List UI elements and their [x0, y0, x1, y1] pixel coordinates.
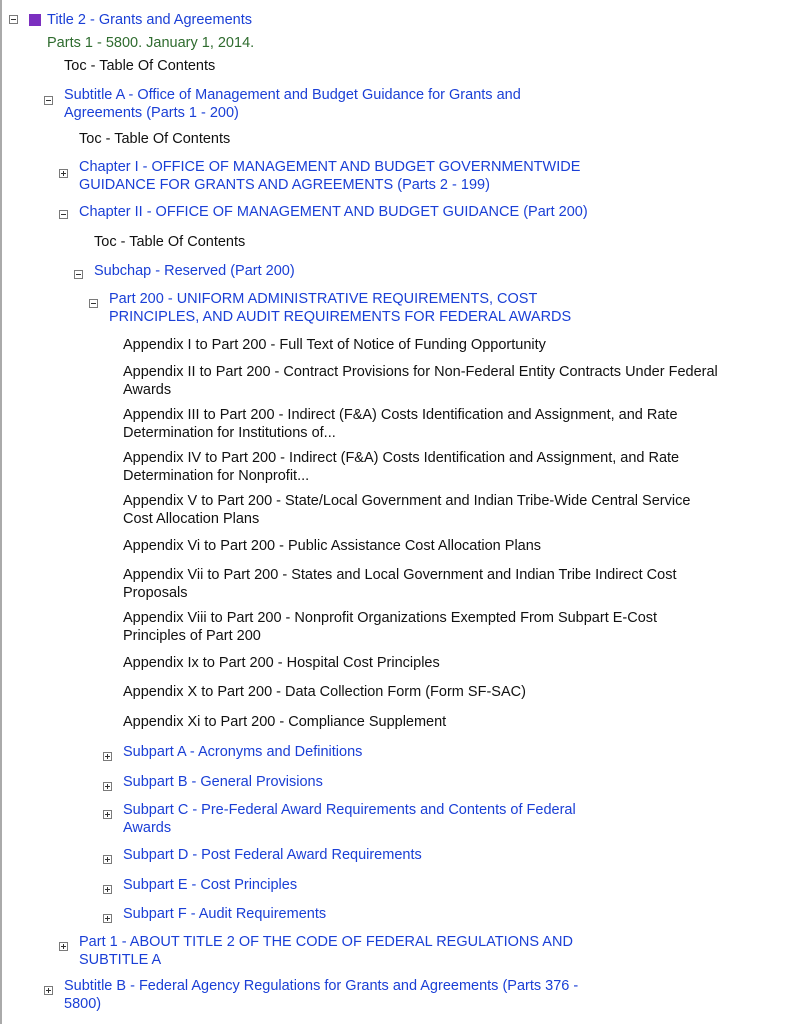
- appendix-item[interactable]: [123, 537, 541, 555]
- appendix-label: Appendix II to Part 200 - Contract Provisions for Non-Federal Entity Contracts Under Federal: [123, 364, 718, 380]
- appendix-label: Appendix Vii to Part 200 - States and Local Government and Indian Tribe Indirect Cost: [123, 567, 677, 583]
- chapter-i-label-line1: Chapter I - OFFICE OF MANAGEMENT AND BUDGET GOVERNMENTWIDE: [79, 159, 581, 175]
- appendix-label: Appendix Ix to Part 200 - Hospital Cost Principles: [123, 655, 440, 671]
- subpart-label: Subpart D - Post Federal Award Requirements: [123, 847, 422, 863]
- appendix-label: Appendix I to Part 200 - Full Text of Notice of Funding Opportunity: [123, 337, 546, 353]
- tree-node-part-200[interactable]: [109, 290, 571, 326]
- collapse-subchap-icon[interactable]: [74, 270, 83, 279]
- tree-node-subtitle-b[interactable]: [64, 977, 578, 1013]
- chapter-ii-toc-link[interactable]: Toc - Table Of Contents: [94, 234, 246, 250]
- subpart-label: Subpart A - Acronyms and Definitions: [123, 744, 363, 760]
- part-200-label-line2: PRINCIPLES, AND AUDIT REQUIREMENTS FOR FEDERAL AWARDS: [109, 309, 572, 325]
- appendix-label: Appendix Xi to Part 200 - Compliance Supplement: [123, 714, 447, 730]
- appendix-label-cont: Determination for Nonprofit...: [123, 468, 310, 484]
- appendix-label: Appendix V to Part 200 - State/Local Government and Indian Tribe-Wide Central Service: [123, 493, 691, 509]
- tree-node-subpart-b[interactable]: [123, 773, 323, 791]
- appendix-item[interactable]: [123, 406, 678, 442]
- tree-node-subtitle-a[interactable]: [64, 86, 521, 122]
- appendix-label: Appendix X to Part 200 - Data Collection Form (Form SF-SAC): [123, 684, 526, 700]
- title-meta-text: Parts 1 - 5800. January 1, 2014.: [47, 35, 255, 51]
- appendix-item[interactable]: [123, 683, 526, 701]
- appendix-item[interactable]: [123, 713, 446, 731]
- tree-node-subpart-e[interactable]: [123, 876, 297, 894]
- tree-node-subpart-a[interactable]: [123, 743, 362, 761]
- tree-node-subchap-reserved[interactable]: Subchap - Reserved (Part 200): [94, 263, 295, 279]
- subtitle-a-label-line2: Agreements (Parts 1 - 200): [64, 105, 239, 121]
- expand-subpart-c-icon[interactable]: [103, 810, 112, 819]
- collapse-subtitle-a-icon[interactable]: [44, 96, 53, 105]
- tree-left-border: [0, 0, 2, 1024]
- appendix-label: Appendix Vi to Part 200 - Public Assistance Cost Allocation Plans: [123, 538, 542, 554]
- subtitle-b-label-line2: 5800): [64, 996, 102, 1012]
- part-200-label-line1: Part 200 - UNIFORM ADMINISTRATIVE REQUIREMENTS, COST: [109, 291, 538, 307]
- part-1-label-line2: SUBTITLE A: [79, 952, 162, 968]
- tree-node-subpart-d[interactable]: [123, 846, 422, 864]
- tree-node-title-2[interactable]: Title 2 - Grants and Agreements: [47, 12, 252, 28]
- expand-part-1-icon[interactable]: [59, 942, 68, 951]
- subpart-label: Subpart C - Pre-Federal Award Requirements and Contents of Federal: [123, 802, 576, 818]
- appendix-label-cont: Determination for Institutions of...: [123, 425, 336, 441]
- part-1-label-line1: Part 1 - ABOUT TITLE 2 OF THE CODE OF FEDERAL REGULATIONS AND: [79, 934, 573, 950]
- appendix-label-cont: Principles of Part 200: [123, 628, 261, 644]
- tree-node-chapter-ii[interactable]: Chapter II - OFFICE OF MANAGEMENT AND BUDGET GUIDANCE (Part 200): [79, 204, 588, 220]
- tree-node-subpart-f[interactable]: [123, 905, 326, 923]
- subpart-label: Subpart B - General Provisions: [123, 774, 323, 790]
- appendix-item[interactable]: [123, 609, 657, 645]
- expand-subpart-e-icon[interactable]: [103, 885, 112, 894]
- tree-node-subpart-c[interactable]: [123, 801, 576, 837]
- title-square-icon: [29, 14, 41, 26]
- appendix-label: Appendix III to Part 200 - Indirect (F&A) Costs Identification and Assignment, and Rate: [123, 407, 678, 423]
- expand-chapter-i-icon[interactable]: [59, 169, 68, 178]
- subpart-label: Subpart E - Cost Principles: [123, 877, 298, 893]
- collapse-title-icon[interactable]: [9, 15, 18, 24]
- subtitle-a-label-line1: Subtitle A - Office of Management and Budget Guidance for Grants and: [64, 87, 521, 103]
- appendix-item[interactable]: [123, 336, 546, 354]
- appendix-label-cont: Proposals: [123, 585, 188, 601]
- appendix-label: Appendix IV to Part 200 - Indirect (F&A) Costs Identification and Assignment, and Rate: [123, 450, 680, 466]
- expand-subpart-b-icon[interactable]: [103, 782, 112, 791]
- appendix-label-cont: Awards: [123, 382, 172, 398]
- subpart-label: Subpart F - Audit Requirements: [123, 906, 327, 922]
- appendix-item[interactable]: [123, 492, 690, 528]
- appendix-item[interactable]: [123, 363, 718, 399]
- subtitle-b-label-line1: Subtitle B - Federal Agency Regulations for Grants and Agreements (Parts 376 -: [64, 978, 579, 994]
- expand-subtitle-b-icon[interactable]: [44, 986, 53, 995]
- appendix-label: Appendix Viii to Part 200 - Nonprofit Organizations Exempted From Subpart E-Cost: [123, 610, 658, 626]
- chapter-i-label-line2: GUIDANCE FOR GRANTS AND AGREEMENTS (Parts 2 - 199): [79, 177, 490, 193]
- tree-node-chapter-i[interactable]: [79, 158, 580, 194]
- subtitle-a-toc-link[interactable]: Toc - Table Of Contents: [79, 131, 231, 147]
- collapse-part-200-icon[interactable]: [89, 299, 98, 308]
- appendix-label-cont: Cost Allocation Plans: [123, 511, 260, 527]
- subpart-label-cont: Awards: [123, 820, 172, 836]
- title-toc-link[interactable]: Toc - Table Of Contents: [64, 58, 216, 74]
- collapse-chapter-ii-icon[interactable]: [59, 210, 68, 219]
- expand-subpart-a-icon[interactable]: [103, 752, 112, 761]
- tree-node-part-1[interactable]: [79, 933, 573, 969]
- appendix-item[interactable]: [123, 654, 440, 672]
- appendix-item[interactable]: [123, 449, 679, 485]
- expand-subpart-d-icon[interactable]: [103, 855, 112, 864]
- appendix-item[interactable]: [123, 566, 676, 602]
- expand-subpart-f-icon[interactable]: [103, 914, 112, 923]
